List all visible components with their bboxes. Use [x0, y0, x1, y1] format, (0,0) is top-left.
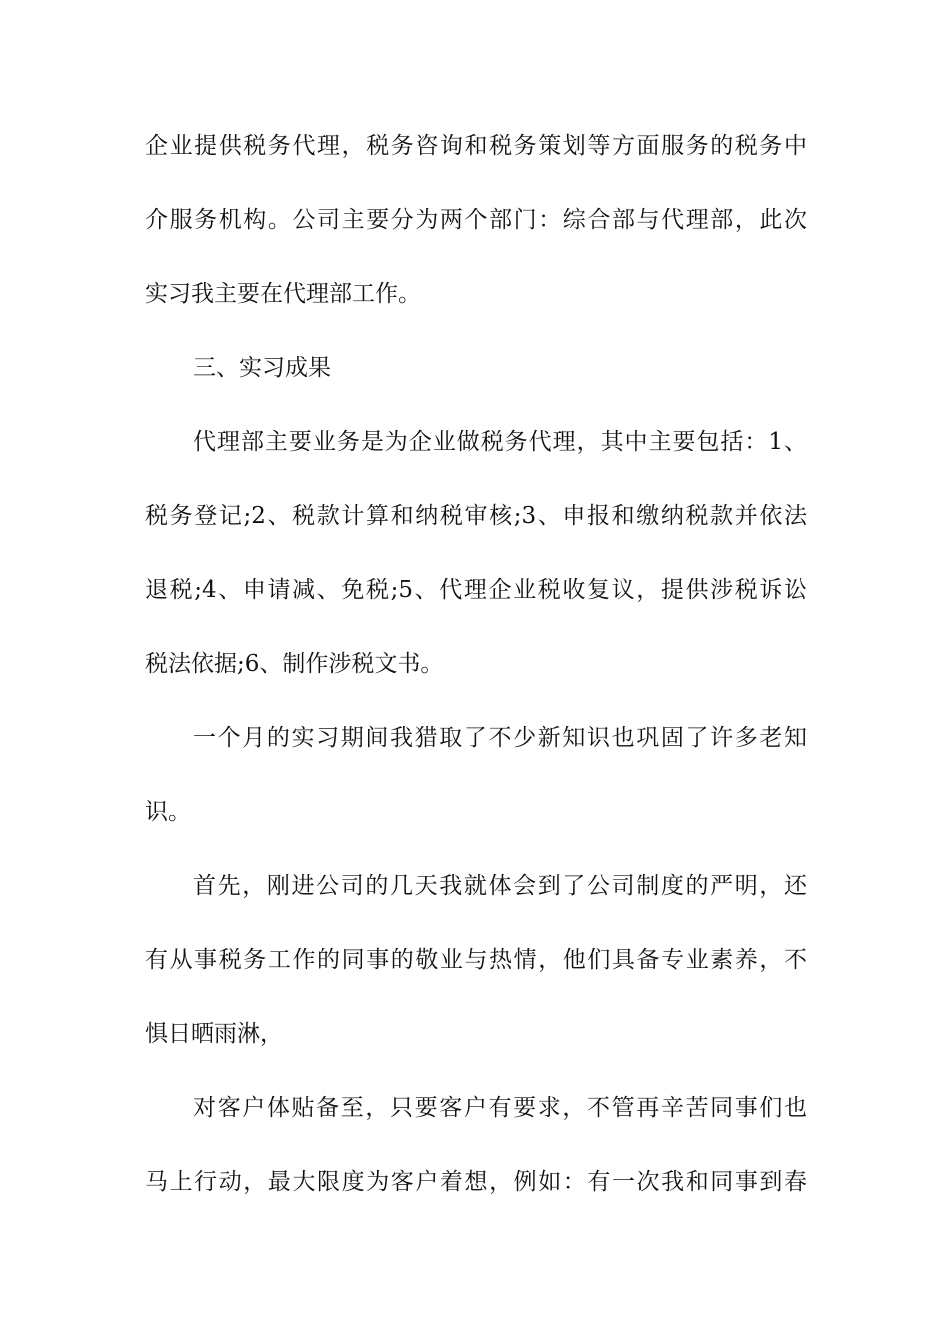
text-line: 对客户体贴备至，只要客户有要求，不管再辛苦同事们也	[193, 1095, 807, 1121]
text-line: 代理部主要业务是为企业做税务代理，其中主要包括：1、	[193, 429, 807, 455]
text-line: 介服务机构。公司主要分为两个部门：综合部与代理部，此次	[145, 207, 807, 233]
line-gap	[145, 831, 807, 868]
line-gap	[145, 609, 807, 646]
line-gap	[145, 165, 807, 202]
text-line: 马上行动，最大限度为客户着想，例如：有一次我和同事到春	[145, 1169, 807, 1195]
text-line: 税务登记;2、税款计算和纳税审核;3、申报和缴纳税款并依法	[145, 503, 807, 529]
text-line: 识。	[145, 799, 191, 825]
text-line: 实习我主要在代理部工作。	[145, 281, 421, 307]
document-body	[145, 128, 807, 1201]
line-gap	[145, 757, 807, 794]
line-gap	[145, 979, 807, 1016]
line-gap	[145, 239, 807, 276]
text-line: 惧日晒雨淋，	[145, 1021, 283, 1047]
line-gap	[145, 1127, 807, 1164]
line-gap	[145, 1053, 807, 1090]
line-gap	[145, 535, 807, 572]
text-line: 有从事税务工作的同事的敬业与热情，他们具备专业素养，不	[145, 947, 807, 973]
line-gap	[145, 387, 807, 424]
line-gap	[145, 683, 807, 720]
text-line: 企业提供税务代理，税务咨询和税务策划等方面服务的税务中	[145, 133, 807, 159]
text-line: 首先，刚进公司的几天我就体会到了公司制度的严明，还	[193, 873, 807, 899]
line-gap	[145, 905, 807, 942]
text-line: 退税;4、申请减、免税;5、代理企业税收复议，提供涉税诉讼	[145, 577, 807, 603]
line-gap	[145, 461, 807, 498]
text-line: 税法依据;6、制作涉税文书。	[145, 651, 444, 677]
text-line: 一个月的实习期间我猎取了不少新知识也巩固了许多老知	[193, 725, 807, 751]
line-gap	[145, 313, 807, 350]
section-heading: 三、实习成果	[193, 355, 331, 381]
